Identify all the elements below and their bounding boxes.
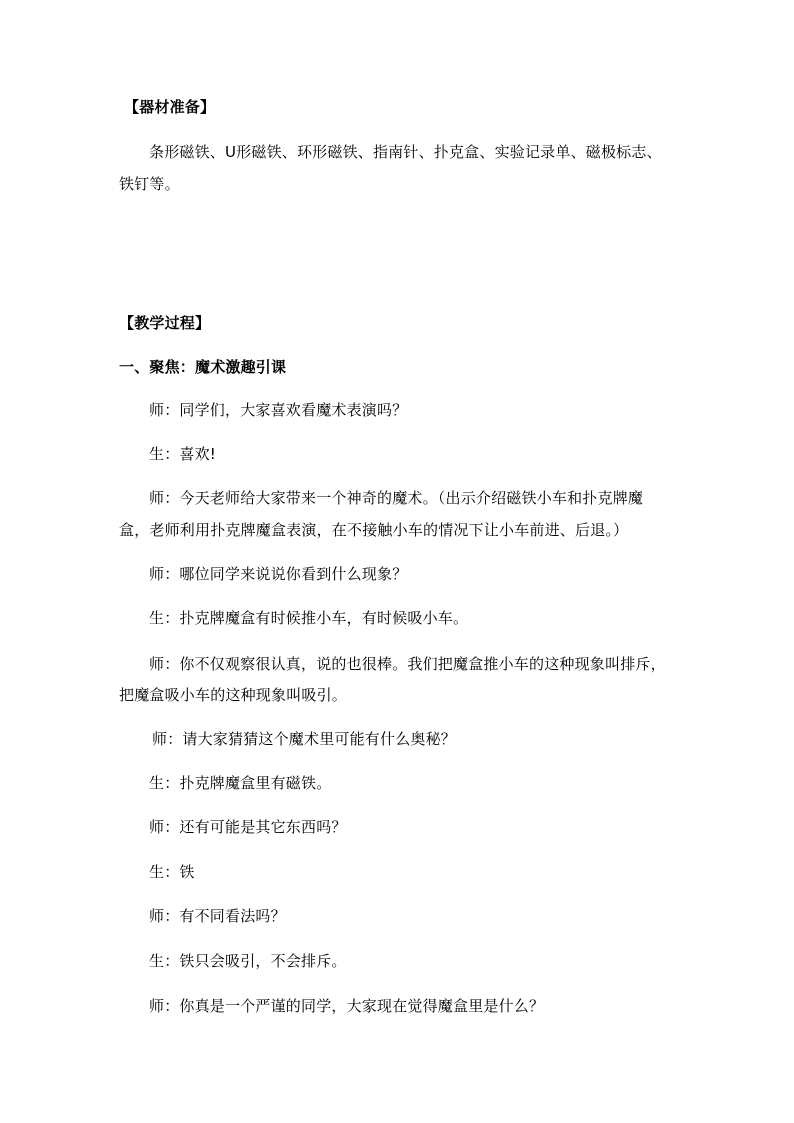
equipment-heading: 【器材准备】 [124, 98, 216, 116]
dialogue-line: 把魔盒吸小车的这种现象叫吸引。 [119, 686, 348, 704]
dialogue-line: 师：同学们，大家喜欢看魔术表演吗？ [149, 401, 408, 419]
dialogue-line: 盒，老师利用扑克牌魔盒表演，在不接触小车的情况下让小车前进、后退。） [119, 521, 629, 539]
dialogue-line: 生：扑克牌魔盒有时候推小车，有时候吸小车。 [149, 609, 469, 627]
process-heading: 【教学过程】 [119, 314, 211, 332]
dialogue-line: 生：铁 [149, 863, 195, 881]
equipment-text-line-2: 铁钉等。 [119, 175, 180, 193]
dialogue-line: 师：今天老师给大家带来一个神奇的魔术。（出示介绍磁铁小车和扑克牌魔 [149, 489, 644, 507]
dialogue-line: 生：铁只会吸引，不会排斥。 [149, 952, 347, 970]
dialogue-line: 师：还有可能是其它东西吗？ [149, 818, 347, 836]
dialogue-line: 师：你不仅观察很认真，说的也很棒。我们把魔盒推小车的这种现象叫排斥， [149, 655, 666, 673]
dialogue-line: 师：有不同看法吗？ [149, 907, 286, 925]
dialogue-line: 生：扑克牌魔盒里有磁铁。 [149, 774, 332, 792]
dialogue-line: 生：喜欢! [149, 445, 217, 463]
dialogue-line: 师：请大家猜猜这个魔术里可能有什么奥秘？ [152, 730, 457, 748]
dialogue-line: 师：你真是一个严谨的同学，大家现在觉得魔盒里是什么？ [149, 997, 545, 1015]
dialogue-line: 师：哪位同学来说说你看到什么现象？ [149, 565, 408, 583]
section-title: 一、聚焦：魔术激趣引课 [119, 358, 287, 376]
equipment-text-line-1: 条形磁铁、U形磁铁、环形磁铁、指南针、扑克盒、实验记录单、磁极标志、 [149, 143, 662, 161]
